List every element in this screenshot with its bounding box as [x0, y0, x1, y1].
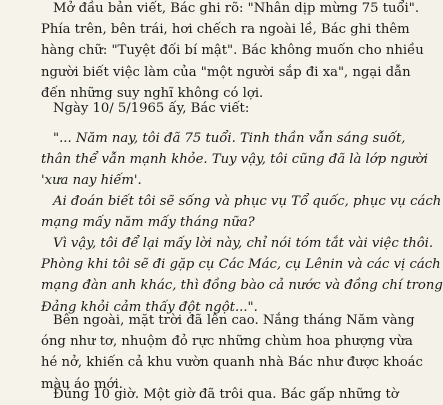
text-line: óng như tơ, nhuộm đỏ rực những chùm hoa phượng vừa	[41, 334, 413, 350]
text-line: Ngày 10/ 5/1965 ấy, Bác viết:	[53, 101, 250, 116]
text-line: Đúng 10 giờ. Một giờ đã trôi qua. Bác gấp những tờ	[53, 387, 399, 402]
text-line: đến những suy nghĩ không có lợi.	[41, 85, 264, 101]
quote-paragraph-2	[41, 191, 441, 233]
text-line: Bên ngoài, mặt trời đã lên cao. Nắng tháng Năm vàng	[53, 313, 415, 328]
text-line: Vì vậy, tôi để lại mấy lời này, chỉ nói tóm tắt vài việc thôi.	[53, 236, 434, 251]
quote-paragraph-1	[41, 128, 428, 192]
text-line: Đảng khỏi cảm thấy đột ngột...".	[41, 299, 258, 315]
text-line: thân thể vẫn mạnh khỏe. Tuy vậy, tôi cũng đã là lớp người	[41, 152, 428, 168]
paragraph-description	[41, 310, 423, 395]
text-line: Phòng khi tôi sẽ đi gặp cụ Các Mác, cụ Lênin và các vị cách	[41, 257, 441, 273]
paragraph-date	[41, 98, 249, 119]
text-line: "... Năm nay, tôi đã 75 tuổi. Tinh thần vẫn sáng suốt,	[53, 131, 406, 146]
text-line: màu áo mới.	[41, 376, 123, 392]
text-line: Ai đoán biết tôi sẽ sống và phục vụ Tổ quốc, phục vụ cách	[53, 194, 442, 209]
paragraph-opening	[41, 0, 424, 104]
text-line: hé nở, khiến cả khu vườn quanh nhà Bác như được khoác	[41, 355, 423, 371]
text-line: Mở đầu bản viết, Bác ghi rõ: "Nhân dịp mừng 75 tuổi".	[53, 1, 420, 16]
quote-paragraph-3	[41, 233, 443, 318]
text-line: mạng đàn anh khác, thì đồng bào cả nước và đồng chí trong	[41, 278, 443, 294]
text-line: mạng mấy năm mấy tháng nữa?	[41, 215, 255, 231]
paragraph-closing	[41, 384, 399, 405]
text-line: người biết việc làm của "một người sắp đi xa", ngại dẫn	[41, 64, 411, 80]
text-line: Phía trên, bên trái, hơi chếch ra ngoài lề, Bác ghi thêm	[41, 22, 410, 38]
text-line: 'xưa nay hiếm'.	[41, 173, 142, 189]
text-line: hàng chữ: "Tuyệt đối bí mật". Bác không muốn cho nhiều	[41, 43, 424, 59]
